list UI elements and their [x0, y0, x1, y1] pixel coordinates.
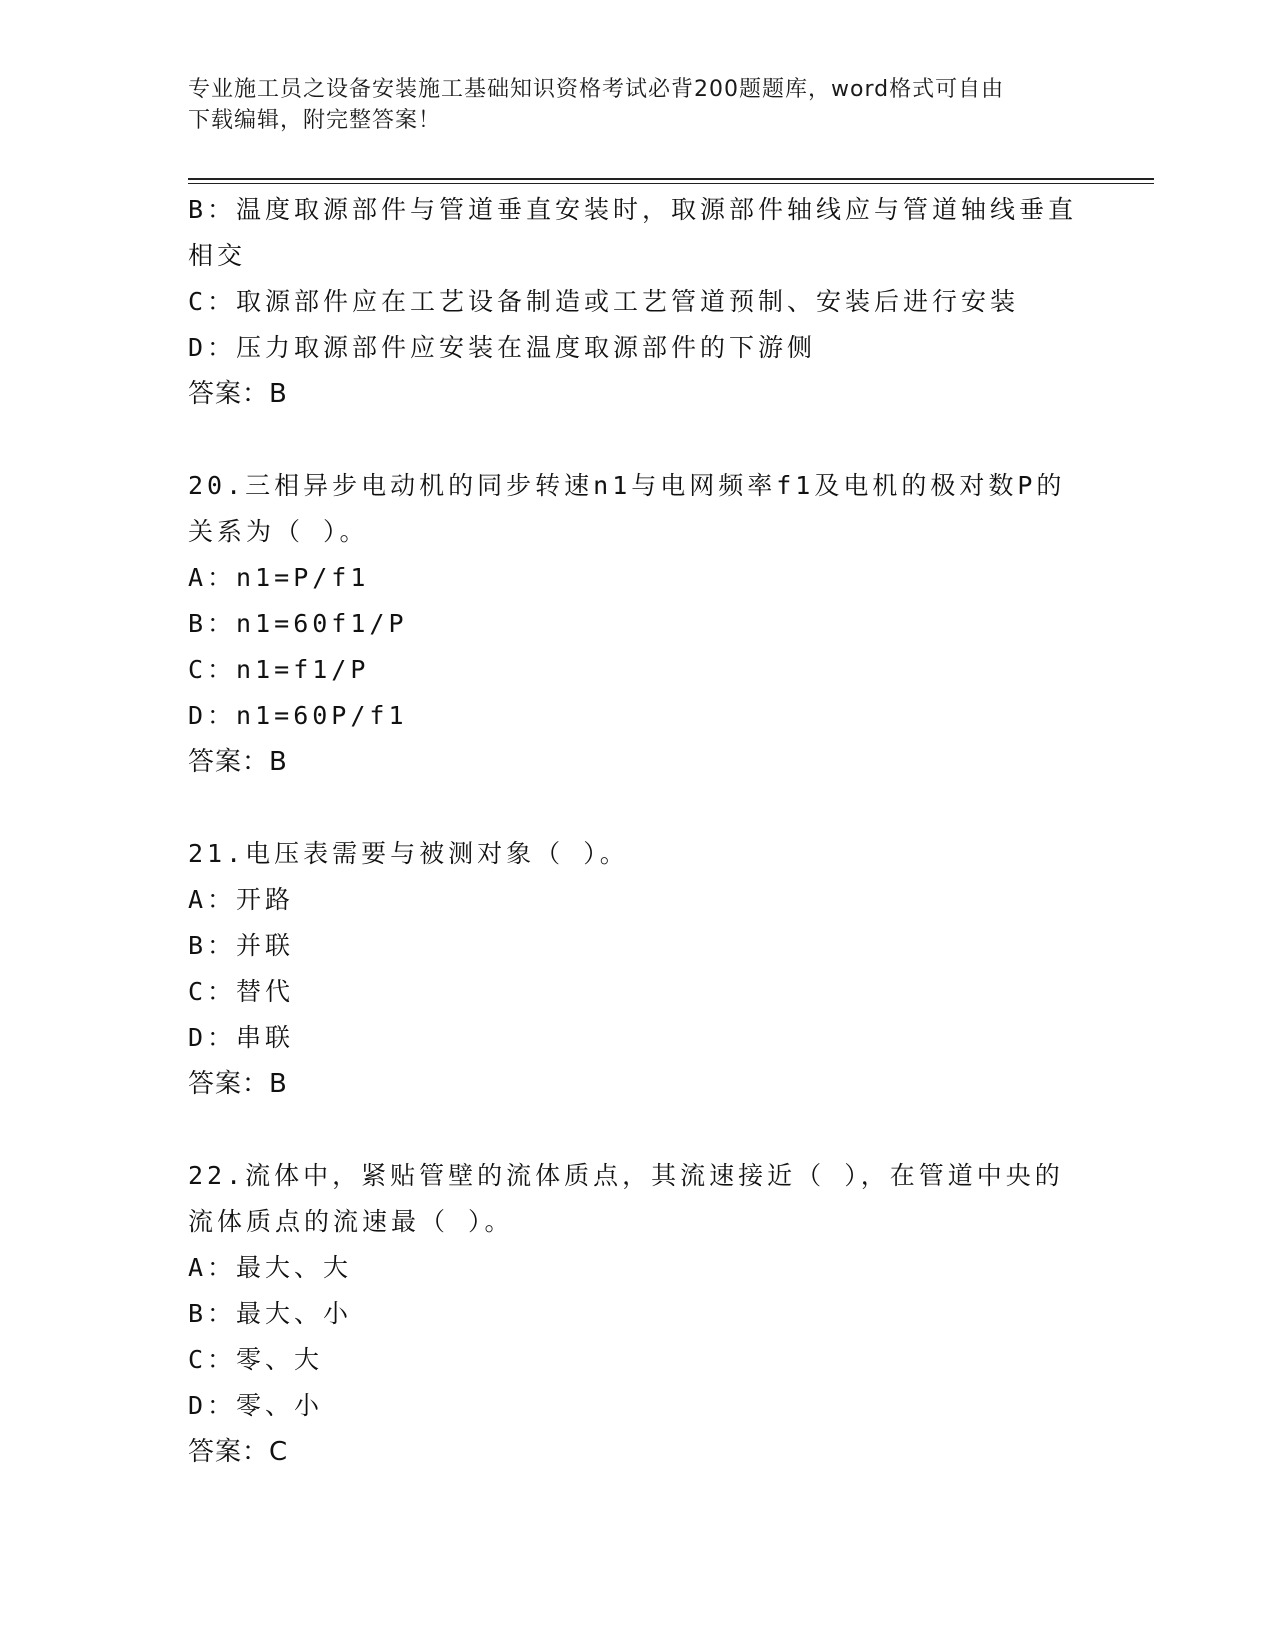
- question-stem: 22.流体中，紧贴管壁的流体质点，其流速接近（ ），在管道中央的: [188, 1161, 1064, 1190]
- option-d: D：零、小: [188, 1391, 324, 1420]
- option-c: C：n1=f1/P: [188, 655, 370, 684]
- answer: 答案：B: [188, 747, 288, 777]
- option-a: A：最大、大: [188, 1253, 353, 1282]
- document-header: [188, 74, 1068, 136]
- question-stem-continued: 流体质点的流速最（ ）。: [188, 1207, 514, 1236]
- header-line-1: 专业施工员之设备安装施工基础知识资格考试必背200题题库，word格式可自由: [188, 77, 1005, 102]
- question-20: [188, 463, 1088, 785]
- question-stem-continued: 关系为（ ）。: [188, 517, 369, 546]
- option-b: B：n1=60f1/P: [188, 609, 408, 638]
- header-rule-thick: [188, 178, 1154, 180]
- option-d: D：串联: [188, 1023, 295, 1052]
- option-c: C：零、大: [188, 1345, 324, 1374]
- option-a: A：开路: [188, 885, 295, 914]
- option-c: C：取源部件应在工艺设备制造或工艺管道预制、安装后进行安装: [188, 287, 1020, 316]
- spacer: [188, 785, 1088, 831]
- spacer: [188, 1107, 1088, 1153]
- question-21: [188, 831, 1088, 1107]
- question-stem: 21.电压表需要与被测对象（ ）。: [188, 839, 629, 868]
- question-list: [188, 187, 1088, 1475]
- answer: 答案：C: [188, 1437, 289, 1467]
- spacer: [188, 417, 1088, 463]
- option-d: D：压力取源部件应安装在温度取源部件的下游侧: [188, 333, 817, 362]
- question-19-fragment: [188, 187, 1088, 417]
- answer: 答案：B: [188, 1069, 288, 1099]
- option-c: C：替代: [188, 977, 295, 1006]
- question-22: [188, 1153, 1088, 1475]
- option-d: D：n1=60P/f1: [188, 701, 408, 730]
- option-b: B：最大、小: [188, 1299, 353, 1328]
- option-b: B：温度取源部件与管道垂直安装时，取源部件轴线应与管道轴线垂直: [188, 195, 1078, 224]
- header-rule-thin: [188, 183, 1154, 184]
- option-b: B：并联: [188, 931, 295, 960]
- option-b-continued: 相交: [188, 241, 247, 270]
- question-stem: 20.三相异步电动机的同步转速n1与电网频率f1及电机的极对数P的: [188, 471, 1066, 500]
- header-line-2: 下载编辑，附完整答案！: [188, 108, 442, 133]
- option-a: A：n1=P/f1: [188, 563, 370, 592]
- answer: 答案：B: [188, 379, 288, 409]
